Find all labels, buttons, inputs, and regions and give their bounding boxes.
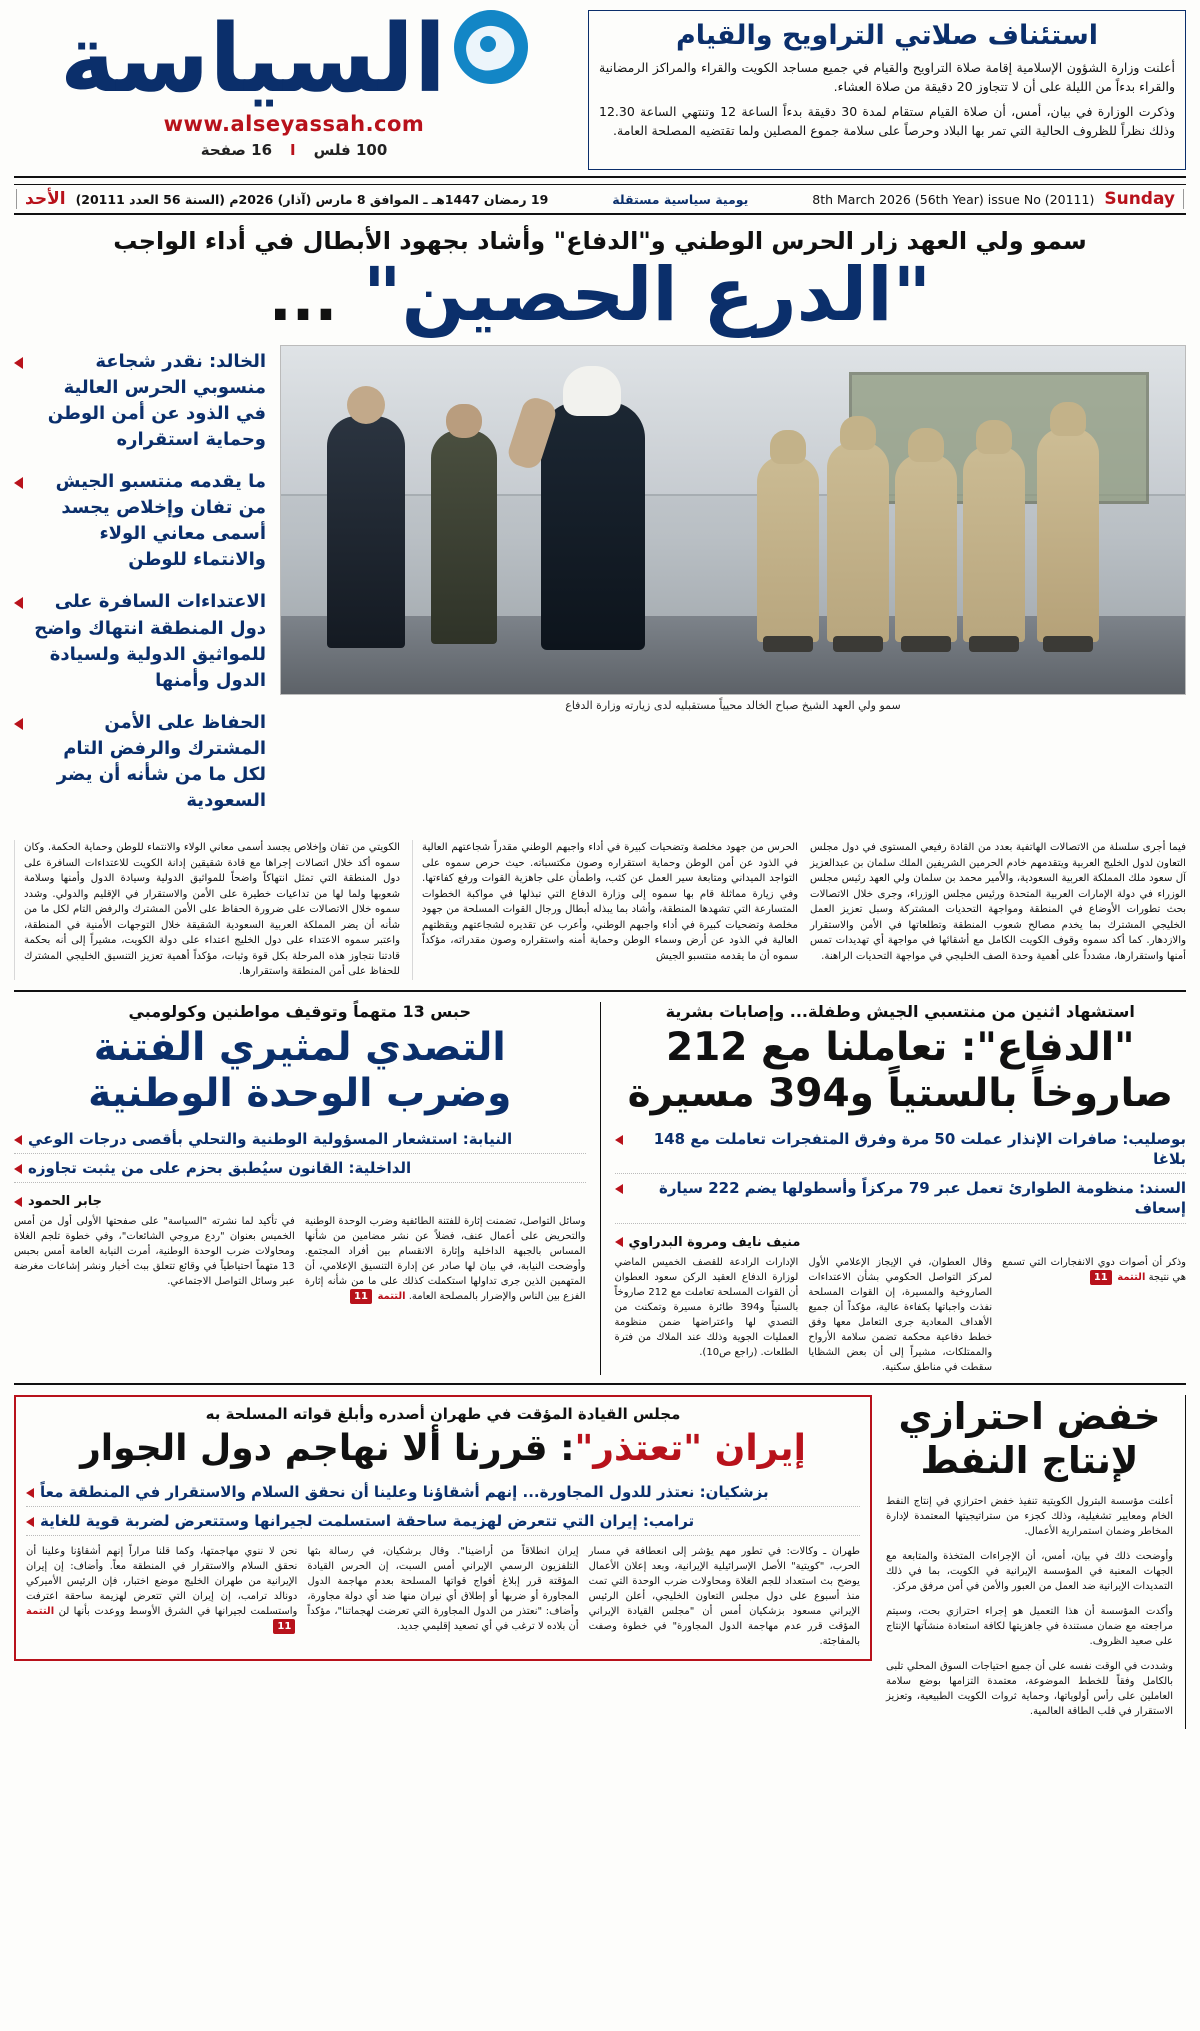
lead-body-columns — [14, 840, 1186, 992]
crown-prince-visit-photo — [280, 345, 1186, 695]
iran-body-column — [26, 1544, 297, 1649]
second-deck — [14, 1002, 1186, 1385]
iran-body — [26, 1544, 860, 1649]
publication-type: يومية سياسية مستقلة — [612, 191, 749, 207]
story-kicker: حبس 13 متهماً وتوقيف مواطنين وكولومبي — [128, 1001, 471, 1021]
lead-body-column: فيما أجرى سلسلة من الاتصالات الهاتفية بعدد من القادة رفيعي المستوى في دول مجلس التعاون لدول الخليج العربية ويتقدمهم خادم الحرمين الشريفين الملك سلمان بن عبدالعزيز آل سعود ملك المملكة العربية السعودية، والأمير محمد بن سلمان ولي العهد رئيس مجلس الوزراء في دولة الإمارات العربية المتحدة ورئيس مجلس الوزراء، وجرى خلال الاتصالات بحث تطورات الأوضاع في المنطقة ومواجهة التحديات المشتركة وسبل تعزيز العمل الخليجي المشترك بما يخدم مصالح شعوب المنطقة وتطلعاتها في الأمن والاستقرار والازدهار. كما أكد سموه وقوف الكويت الكامل مع أشقائها في مواجهة أي تهديدات تمس أمنها واستقرارها، مشدداً على أهمية وحدة الصف الخليجي في مواجهة التحديات الراهنة. — [810, 842, 1186, 962]
story-subbullets — [14, 1125, 586, 1184]
story-byline-text: منيف نايف ومروة البدراوي — [628, 1234, 801, 1250]
bullet-arrow-icon — [14, 357, 23, 369]
story-body-text: وذكر أن أصوات دوي الانفجارات التي تسمع هي نتيجة — [1002, 1256, 1186, 1283]
continued-page[interactable]: 11 — [1090, 1270, 1112, 1285]
photo-crown-prince — [541, 402, 645, 650]
lead-bullet-text: ما يقدمه منتسبو الجيش من تفان وإخلاص يجسد أسمى معاني الولاء والانتماء للوطن — [55, 471, 266, 571]
photo-soldier — [963, 446, 1025, 642]
top-box-headline: استئناف صلاتي التراويح والقيام — [675, 20, 1099, 51]
continued-text: التتمة — [377, 1291, 406, 1303]
story-headline-line-1: التصدي لمثيري الفتنة — [93, 1024, 506, 1070]
iran-body-text: نحن لا ننوي مهاجمتها، وكما قلنا مراراً إنهم أشقاؤنا وعلينا أن نحقق السلام والاستقرار في المنطقة معاً. وأضاف: إن إيران الإيرانية من طهران الخليج موضع اختبار، فإن الرئيس الأميركي دونالد ترامب، إن إيران التي تتعرض لهزيمة ساحقة اعترفت واستسلمت لجيرانها في الشرق الأوسط ووعدت بأنها لن — [26, 1546, 298, 1618]
story-subbullet-text: الداخلية: القانون سيُطبق بحزم على من يثبت تجاوزه — [28, 1158, 412, 1177]
iran-kicker: مجلس القيادة المؤقت في طهران أصدره وأبلغ قواته المسلحة به — [205, 1404, 681, 1423]
story-body-column — [1002, 1255, 1186, 1375]
lead-headline — [14, 252, 1186, 338]
story-headline — [615, 1025, 1187, 1117]
story-subbullet — [615, 1125, 1187, 1175]
story-subbullet — [14, 1154, 586, 1183]
story-subbullet-text: بوصليب: صافرات الإنذار عملت 50 مرة وفرق المتفجرات تعاملت مع 148 بلاغا — [653, 1129, 1186, 1168]
masthead — [14, 5, 1186, 178]
top-box-paragraph-2: وذكرت الوزارة في بيان، أمس، أن صلاة القيام ستقام لمدة 30 دقيقة بدءاً الساعة 12 وتنتهي الساعة 12.30 وذلك نظراً للظروف الحالية التي تمر بها البلاد وحرصاً على سلامة جموع المصلين ولما تقتضيه المصلحة العامة. — [599, 104, 1175, 138]
iran-body-column: طهران ـ وكالات: في تطور مهم يؤشر إلى انعطافة في مسار الحرب، "كويتية" الأصل الإسرائيلية الإيرانية، وبعد إعلان الأعمال يوضح بث استعداد للجم الغلاة ومحاولات ضرب الوحدة التي تمت منذ أسبوع على دول مجلس التعاون الخليجي، أعلن الرئيس الإيراني مسعود بزشكيان أمس أن "مجلس القيادة الإيراني المؤقت قرر عدم مهاجمة الدول المجاورة" في خطوة وصفت بالمفاجئة. — [588, 1546, 860, 1648]
continued-label — [1090, 1272, 1146, 1283]
lead-bullet-text: الاعتداءات السافرة على دول المنطقة انتهاك واضح للمواثيق الدولية ولسيادة الدول وأمنها — [34, 591, 266, 691]
bullet-arrow-icon — [14, 597, 23, 609]
story-national-unity — [14, 1002, 586, 1375]
iran-subbullet-text: ترامب: إيران التي تتعرض لهزيمة ساحقة استسلمت لجيرانها وستتعرض لضربة قوية للغاية — [40, 1512, 695, 1531]
logo-row — [14, 5, 574, 114]
bullet-arrow-icon — [14, 1135, 22, 1145]
bottom-section — [14, 1395, 1186, 1729]
continued-page[interactable]: 11 — [350, 1289, 372, 1304]
lead-bullet-text: الخالد: نقدر شجاعة منسوبي الحرس العالية في الذود عن أمن الوطن وحماية استقراره — [47, 350, 266, 450]
iran-subbullet-text: بزشكيان: نعتذر للدول المجاورة... إنهم أشقاؤنا وعلينا أن نحقق السلام والاستقرار في المنطقة معاً — [40, 1482, 769, 1501]
photo-soldier — [757, 456, 819, 642]
story-byline — [615, 1232, 1187, 1255]
story-headline-line-2: وضرب الوحدة الوطنية — [88, 1070, 512, 1116]
bullet-arrow-icon — [26, 1488, 34, 1498]
story-subbullets — [615, 1125, 1187, 1224]
iran-headline-black: : قررنا ألا نهاجم دول الجوار — [80, 1427, 575, 1469]
oil-headline-line-1: خفض احترازي — [898, 1394, 1161, 1438]
top-box-paragraph-1: أعلنت وزارة الشؤون الإسلامية إقامة صلاة التراويح والقيام في جميع مساجد الكويت والقراء والمراكز الرمضانية والقراء بدءاً من الليلة على أن لا تتجاوز 20 دقيقة من صلاة العشاء. — [599, 59, 1175, 94]
continued-text: التتمة — [26, 1606, 55, 1618]
bullet-arrow-icon — [14, 1164, 22, 1174]
oil-paragraph: وأوضحت ذلك في بيان، أمس، أن الإجراءات المتخذة والمتابعة مع الجهات المعنية في المؤسسة الإيرانية في الكويت، بما في ذلك التمديدات الإيرانية ضد العمل من العبور والأمن في أمن مرفق مركز. — [886, 1550, 1173, 1592]
lead-bullet-text: الحفاظ على الأمن المشترك والرفض التام لكل ما من شأنه أن يضر السعودية — [56, 711, 266, 812]
story-defense-missiles — [600, 1002, 1187, 1375]
lead-bullet — [14, 469, 266, 573]
oil-body — [886, 1494, 1173, 1719]
story-kicker: استشهاد اثنين من منتسبي الجيش وطفلة... وإصابات بشرية — [665, 1001, 1135, 1021]
bullet-arrow-icon — [26, 1517, 34, 1527]
oil-headline-line-2: لإنتاج النفط — [920, 1439, 1139, 1483]
issue-price: 100 فلس — [313, 141, 388, 159]
story-oil — [886, 1395, 1186, 1729]
lead-body-column: الكويتي من تفان وإخلاص يجسد أسمى معاني الولاء والانتماء للوطن وحماية الحكمة. وكان سموه أكد خلال اتصالات إجراها مع قادة شقيقين إدانة الكويت للاعتداءات السافرة على دول المنطقة التي تمثل انتهاكاً واضحاً للمواثيق الدولية وسيادة الدول وأمنها وسلامة شعوبها ولما لها من تداعيات خطيرة على الأمن والاستقرار في الإقليم والدولي. وشدد سموه خلال الاتصالات على ضرورة الحفاظ على الأمن المشترك والرفض التام لكل ما من شأنه أن يضر المملكة العربية السعودية الشقيقة خلال التوجهات الأمنية في المنطقة، واعتبر سموه الاعتداء على دول الخليج اعتداء على دولة الكويت، مشيراً إلى أنه بحكمة قادتنا نتجاوز هذه المرحلة بكل قوة وثبات، مؤكداً أهمية تعزيز التنسيق الخليجي المشترك للحفاظ على أمن المنطقة واستقرارها. — [14, 840, 400, 980]
continued-label — [350, 1291, 406, 1302]
date-bar — [14, 184, 1186, 215]
bullet-arrow-icon — [14, 477, 23, 489]
story-body-column: في تأكيد لما نشرته "السياسة" على صفحتها الأولى أول من أمس الخميس بعنوان "ردع مروجي الشائعات"، وفي خطوة تلجم الغلاة ومحاولات ضرب الوحدة الوطنية، أمرت النيابة العامة أمس بحبس 13 متهماً احتياطياً في وقائع تتعلق ببث أخبار ونشر إشاعات مغرضة عبر وسائل التواصل الاجتماعي. — [14, 1216, 295, 1288]
hijri-date: 19 رمضان 1447هـ ـ الموافق 8 مارس (آذار) 2026م (السنة 56 العدد 20111) — [75, 191, 549, 207]
story-body — [14, 1214, 586, 1304]
globe-icon — [454, 10, 528, 84]
story-byline-text: جابر الحمود — [28, 1194, 102, 1210]
iran-headline-red: إيران "تعتذر" — [574, 1427, 806, 1469]
photo-soldier — [895, 454, 957, 642]
photo-soldier — [827, 442, 889, 642]
lead-body-column: الحرس من جهود مخلصة وتضحيات كبيرة في أداء واجبهم الوطني مقدراً شجاعتهم العالية في الذود عن أمن الوطن وحماية استقراره وصون مكتسباته. حيث حرص سموه على التواجد الميداني ومتابعة سير العمل عن كثب، واطمأن على جاهزية القوات ورفع كفاءتها. وفي زيارة مماثلة قام بها سموه إلى وزارة الدفاع التي تبذلها في مواكبة الخطوات المتسارعة التي تشهدها المنطقة، وأشاد بما يبذله أبطال ورجال القوات المسلحة من جهود مخلصة وتضحيات كبيرة في أداء واجبهم الوطني، وأعرب عن تقديره لشجاعتهم ويقظتهم العالية في الذود عن أرض وسماء الوطن وحماية أمنه واستقراره وصون مقدراته، مؤكداً سموه أن ما يقدمه منتسبو الجيش — [412, 840, 798, 980]
iran-body-column: إيران انطلاقاً من أراضينا". وقال برشكيان، في رسالة بثها التلفزيون الرسمي الإيراني أمس السبت، إن الحرس القيادة المؤقتة قرر إبلاغ أفواج قواتها المسلحة بعدم مهاجمة الدول المجاورة أو ضربها أو إطلاق أي نيران منها ضد أي دولة مجاورة، وأضاف: "نعتذر من الدول المجاورة التي تعرضت لهجماتنا"، مؤكداً أن بلاده لا ترغب في أي تصعيد إقليمي جديد. — [307, 1546, 579, 1633]
story-byline — [14, 1191, 586, 1214]
iran-subbullets — [26, 1478, 860, 1537]
bullet-arrow-icon — [615, 1237, 623, 1247]
story-subbullet — [615, 1174, 1187, 1224]
page-count: 16 صفحة — [200, 141, 273, 159]
story-headline-line-2: صاروخاً بالستياً و394 مسيرة — [627, 1070, 1173, 1116]
masthead-logo-block — [14, 5, 574, 159]
iran-story-box — [14, 1395, 872, 1662]
story-body-text: وسائل التواصل، تضمنت إثارة للفتنة الطائفية وضرب الوحدة الوطنية والتحريض على أعمال عنف، فضلاً عن نشر مضامين من شأنها المساس بالجبهة الداخلية وإثارة الانقسام بين أفراد المجتمع. وأوضحت النيابة، في بيان لها صادر عن إدارة التنسيق الإعلامي، أن المتهمين الذين جرى تداولها استكملت كذلك على ما من شأنه إثارة الفزع بين الناس والإضرار بالمصلحة العامة. — [304, 1216, 586, 1303]
weekday-english: Sunday — [1104, 189, 1184, 209]
publication-name: السياسة — [59, 5, 447, 114]
story-body-column: وقال العطوان، في الإيجاز الإعلامي الأول لمركز التواصل الحكومي بشأن الاعتداءات الصاروخية والمسيرة، إن القوات المسلحة نفذت واجباتها بكفاءة عالية، مؤكداً أن جميع الأهداف المعادية جرى التعامل معها وفق خطط دفاعية محكمة تضمن سلامة الأرواح والممتلكات، مشيراً إلى أن بعض الشظايا سقطت في مناطق سكنية. — [808, 1256, 993, 1373]
story-subbullet-text: النيابة: استشعار المسؤولية الوطنية والتحلي بأقصى درجات الوعي — [28, 1129, 513, 1148]
story-subbullet-text: السند: منظومة الطوارئ تعمل عبر 79 مركزاً وأسطولها يضم 222 سيارة إسعاف — [659, 1179, 1186, 1218]
lead-photo-wrap — [280, 345, 1186, 712]
lead-headline-dots: ... — [268, 265, 338, 335]
issue-english: 8th March 2026 (56th Year) issue No (20111) — [812, 191, 1095, 207]
lead-kicker: سمو ولي العهد زار الحرس الوطني و"الدفاع" وأشاد بجهود الأبطال في أداء الواجب — [113, 227, 1087, 255]
bullet-arrow-icon — [14, 718, 23, 730]
photo-caption: سمو ولي العهد الشيخ صباح الخالد محيياً مستقبليه لدى زيارته وزارة الدفاع — [565, 698, 901, 712]
lead-area — [14, 345, 1186, 831]
price-row — [14, 141, 574, 159]
lead-headline-text: "الدرع الحصين" — [363, 252, 932, 338]
story-body-column — [305, 1214, 586, 1304]
story-body-column: الإدارات الرادعة للقصف الخميس الماضي لوزارة الدفاع العقيد الركن سعود العطوان أن القوات المسلحة تعاملت مع 212 صاروخاً بالستياً و394 طائرة مسيرة وتمكنت من التصدي لها واعتراضها ضمن منظومة العمليات الجوية وذلك عند الملاك من فترة الطلعات. (راجع ص10). — [614, 1256, 799, 1358]
oil-paragraph: أعلنت مؤسسة البترول الكويتية تنفيذ خفض احترازي في إنتاج النفط الخام ومعايير تشغيلية، وذلك كجزء من ستراتيجيتها المعتمدة لإدارة المخاطر وضمان استمرارية الأعمال. — [886, 1495, 1173, 1537]
bullet-arrow-icon — [615, 1135, 623, 1145]
story-headline-line-1: "الدفاع": تعاملنا مع 212 — [666, 1024, 1135, 1070]
photo-officer — [431, 430, 497, 644]
lead-bullet-list — [14, 345, 266, 831]
oil-paragraph: وشددت في الوقت نفسه على أن جميع احتياجات السوق المحلي تلبى بالكامل وفقاً للخطط الموضوعة، معتمدة التزامها بوضع سلامة العاملين على رأس أولوياتها، وحماية ثروات الكويت الطبيعية، وتعزيز الاستقرار في قلب الطاقة العالمية. — [886, 1660, 1173, 1717]
bullet-arrow-icon — [14, 1197, 22, 1207]
story-subbullet — [14, 1125, 586, 1154]
photo-soldier — [1037, 428, 1099, 642]
iran-headline — [26, 1427, 860, 1470]
photo-official — [327, 416, 405, 648]
oil-headline — [886, 1395, 1173, 1484]
story-iran — [14, 1395, 872, 1729]
continued-page[interactable]: 11 — [273, 1619, 295, 1634]
price-separator: I — [290, 141, 296, 159]
story-headline — [14, 1025, 586, 1117]
lead-bullet — [14, 349, 266, 453]
lead-bullet — [14, 589, 266, 693]
iran-subbullet — [26, 1507, 860, 1536]
iran-subbullet — [26, 1478, 860, 1507]
top-left-story-box — [588, 10, 1186, 170]
story-body — [615, 1255, 1187, 1375]
weekday-arabic: الأحد — [16, 189, 66, 209]
website-url[interactable]: www.alseyassah.com — [163, 112, 425, 136]
bullet-arrow-icon — [615, 1184, 623, 1194]
oil-paragraph: وأكدت المؤسسة أن هذا التعميل هو إجراء احترازي بحت، وسيتم مراجعته مع ضمان مستندة في جاهزيتها لكافة استعادة منشآتها الإنتاج على صعيد الظروف. — [886, 1605, 1173, 1647]
lead-bullet — [14, 710, 266, 814]
continued-text: التتمة — [1117, 1271, 1146, 1283]
